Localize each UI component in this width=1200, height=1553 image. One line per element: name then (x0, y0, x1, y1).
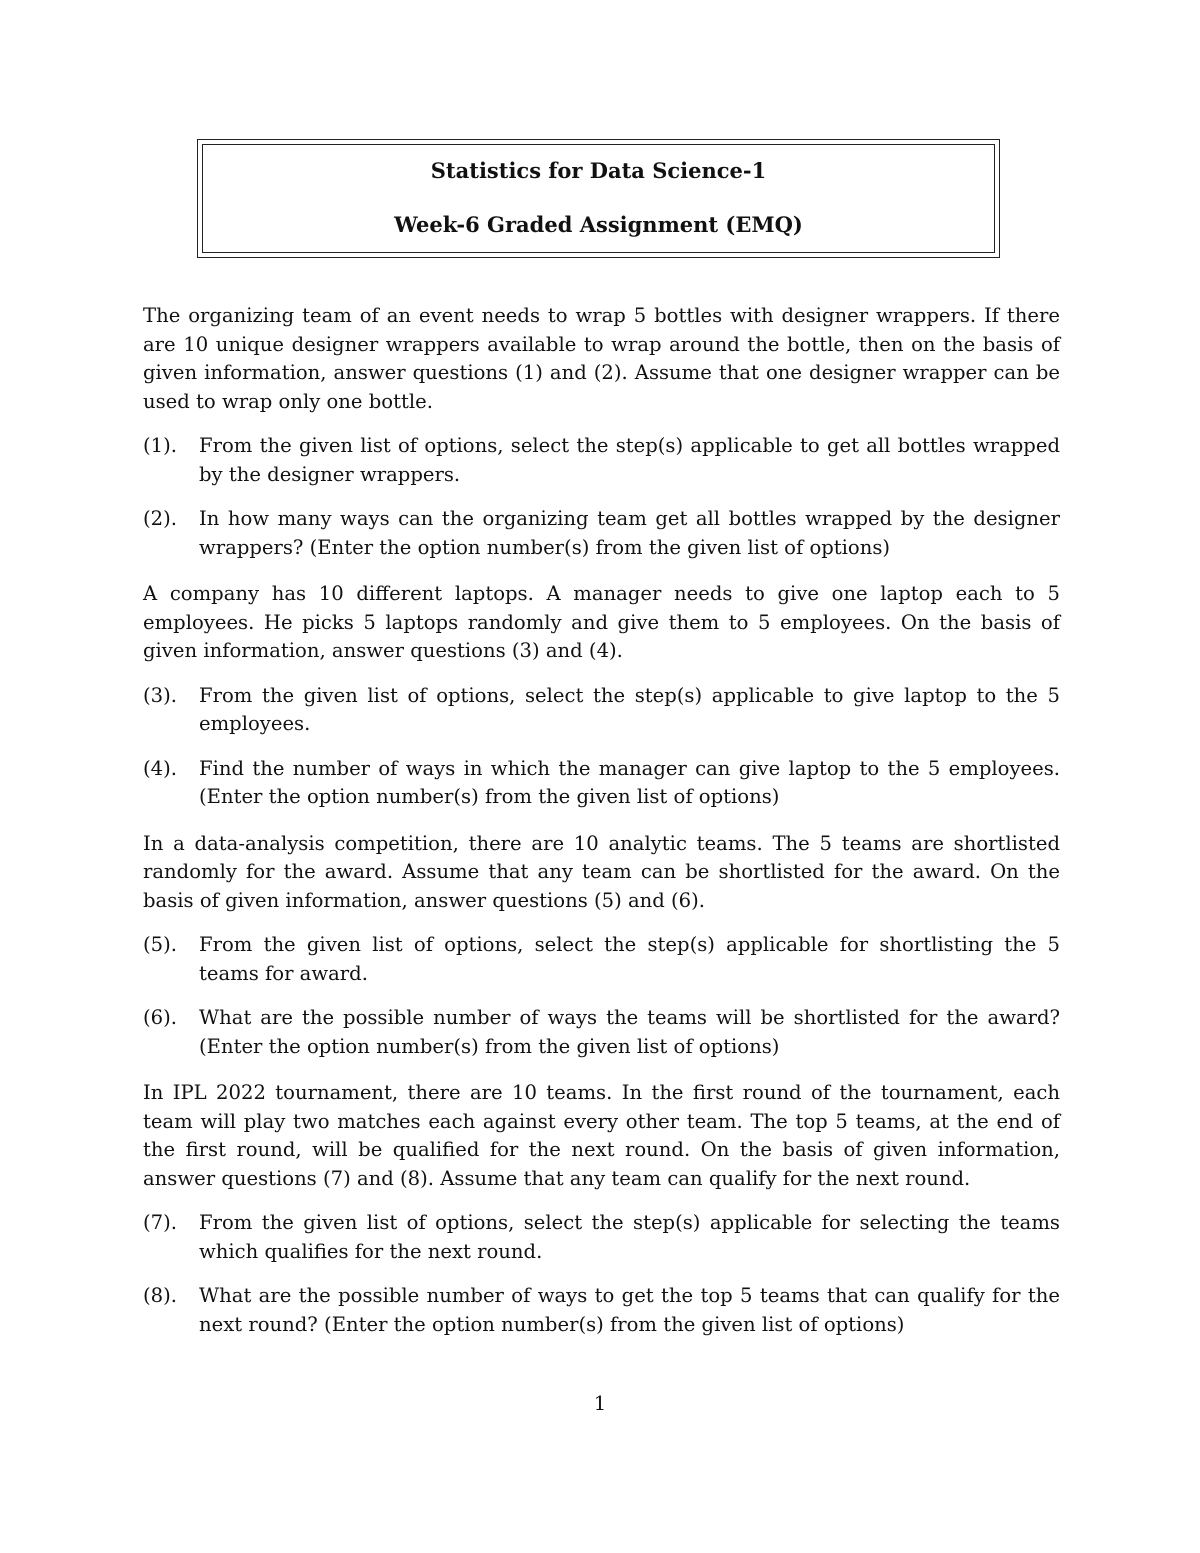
section-intro: The organizing team of an event needs to wrap 5 bottles with designer wrappers. If there are 10 unique designer wrappers available to wrap around the bottle, then on the basis of given information, answer questions (1) and (2). Assume that one designer wrapper can be used to wrap only one bottle. (143, 304, 1060, 413)
question-item (143, 505, 1060, 562)
question-number: (2). (143, 507, 177, 530)
question-number: (4). (143, 756, 177, 780)
section-ipl (143, 1079, 1060, 1339)
section-laptops (143, 580, 1060, 812)
question-text: What are the possible number of ways the teams will be shortlisted for the award? (Enter the option number(s) from the given list of options) (199, 1006, 1060, 1058)
course-title: Statistics for Data Science-1 (430, 158, 767, 183)
question-number: (3). (143, 683, 177, 707)
question-text: From the given list of options, select the step(s) applicable to get all bottles wrapped by the designer wrappers. (199, 434, 1060, 486)
section-competition (143, 830, 1060, 1062)
document-body (143, 302, 1060, 1339)
question-item (143, 682, 1060, 739)
section-intro: In IPL 2022 tournament, there are 10 teams. In the first round of the tournament, each team will play two matches each against every other team. The top 5 teams, at the end of the first round, will be qualified for the next round. On the basis of given information, answer questions (7) and (8). Assume that any team can qualify for the next round. (143, 1081, 1060, 1190)
question-item (143, 755, 1060, 812)
question-item (143, 1282, 1060, 1339)
title-box (197, 139, 1000, 258)
question-number: (8). (143, 1284, 177, 1307)
section-intro: In a data-analysis competition, there are 10 analytic teams. The 5 teams are shortlisted randomly for the award. Assume that any team can be shortlisted for the award. On the basis of given information, answer questions (5) and (6). (143, 831, 1060, 912)
question-number: (6). (143, 1006, 177, 1029)
question-text: From the given list of options, select the step(s) applicable for shortlisting the 5 teams for award. (199, 933, 1060, 985)
title-box-inner (202, 144, 995, 253)
section-bottles (143, 302, 1060, 562)
question-number: (7). (143, 1211, 177, 1234)
assignment-title: Week-6 Graded Assignment (EMQ) (394, 212, 803, 237)
question-item (143, 432, 1060, 489)
page-number: 1 (593, 1392, 607, 1415)
question-number: (1). (143, 434, 177, 457)
question-number: (5). (143, 933, 177, 956)
question-text: In how many ways can the organizing team get all bottles wrapped by the designer wrappers? (Enter the option number(s) from the given list of options) (199, 507, 1060, 559)
question-text: What are the possible number of ways to get the top 5 teams that can qualify for the next round? (Enter the option number(s) from the given list of options) (199, 1284, 1060, 1336)
question-text: From the given list of options, select the step(s) applicable for selecting the teams which qualifies for the next round. (199, 1211, 1060, 1263)
question-item (143, 1004, 1060, 1061)
question-text: Find the number of ways in which the manager can give laptop to the 5 employees. (Enter the option number(s) from the given list of options) (199, 756, 1060, 808)
question-text: From the given list of options, select the step(s) applicable to give laptop to the 5 employees. (199, 683, 1060, 735)
question-item (143, 1209, 1060, 1266)
question-item (143, 931, 1060, 988)
section-intro: A company has 10 different laptops. A manager needs to give one laptop each to 5 employees. He picks 5 laptops randomly and give them to 5 employees. On the basis of given information, answer questions (3) and (4). (143, 582, 1060, 662)
